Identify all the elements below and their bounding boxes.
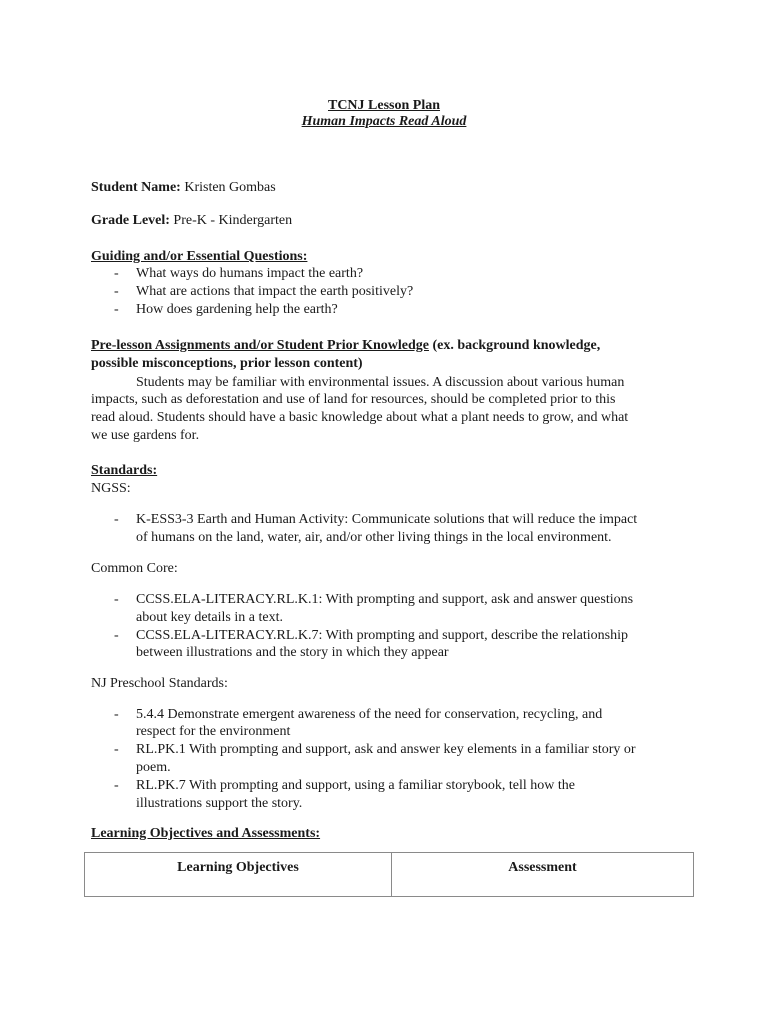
nj-standard-line: RL.PK.1 With prompting and support, ask and answer key elements in a familiar story or xyxy=(136,742,636,757)
common-core-label: Common Core: xyxy=(91,561,178,576)
list-bullet: - xyxy=(114,592,119,607)
ngss-label: NGSS: xyxy=(91,481,131,496)
list-bullet: - xyxy=(114,742,119,757)
nj-standard-line: RL.PK.7 With prompting and support, using a familiar storybook, tell how the xyxy=(136,778,575,793)
document-subtitle: Human Impacts Read Aloud xyxy=(301,114,467,129)
common-core-standard-line: between illustrations and the story in which they appear xyxy=(136,645,449,660)
prior-knowledge-text-line: Students may be familiar with environmental issues. A discussion about various human xyxy=(136,375,625,390)
nj-standard-line: respect for the environment xyxy=(136,724,291,739)
document-title: TCNJ Lesson Plan xyxy=(327,98,441,113)
list-bullet: - xyxy=(114,284,119,299)
common-core-standard-line: CCSS.ELA-LITERACY.RL.K.7: With prompting and support, describe the relationship xyxy=(136,628,628,643)
list-bullet: - xyxy=(114,707,119,722)
common-core-standard-line: CCSS.ELA-LITERACY.RL.K.1: With prompting and support, ask and answer questions xyxy=(136,592,634,607)
table-header-cell: Learning Objectives xyxy=(85,853,392,897)
list-bullet: - xyxy=(114,266,119,281)
table-header-cell: Assessment xyxy=(392,853,694,897)
learning-objectives-table xyxy=(84,852,694,897)
list-bullet: - xyxy=(114,302,119,317)
nj-standard-line: poem. xyxy=(136,760,171,775)
standards-heading: Standards: xyxy=(91,463,158,478)
guiding-question-item: What are actions that impact the earth positively? xyxy=(136,284,414,299)
student-name-row xyxy=(91,179,276,196)
prior-knowledge-text-line: read aloud. Students should have a basic knowledge about what a plant needs to grow, and what xyxy=(91,410,629,425)
list-bullet: - xyxy=(114,628,119,643)
prior-knowledge-heading xyxy=(91,337,600,354)
student-name-label: Student Name: xyxy=(91,180,181,195)
prior-knowledge-heading-rest: (ex. background knowledge, xyxy=(432,338,601,353)
nj-standards-label: NJ Preschool Standards: xyxy=(91,676,228,691)
nj-standard-line: 5.4.4 Demonstrate emergent awareness of the need for conservation, recycling, and xyxy=(136,707,603,722)
list-bullet: - xyxy=(114,778,119,793)
learning-objectives-heading: Learning Objectives and Assessments: xyxy=(91,826,321,841)
guiding-question-item: What ways do humans impact the earth? xyxy=(136,266,364,281)
prior-knowledge-heading-underlined: Pre-lesson Assignments and/or Student Prior Knowledge xyxy=(91,338,429,353)
nj-standard-line: illustrations support the story. xyxy=(136,796,303,811)
grade-level-row xyxy=(91,212,292,229)
guiding-questions-heading: Guiding and/or Essential Questions: xyxy=(91,249,308,264)
prior-knowledge-text-line: impacts, such as deforestation and use of land for resources, should be completed prior to this xyxy=(91,392,616,407)
student-name-value: Kristen Gombas xyxy=(184,180,276,195)
list-bullet: - xyxy=(114,512,119,527)
prior-knowledge-heading-line2: possible misconceptions, prior lesson content) xyxy=(91,356,363,371)
table-header-row xyxy=(85,853,694,897)
common-core-standard-line: about key details in a text. xyxy=(136,610,283,625)
grade-level-value: Pre-K - Kindergarten xyxy=(173,213,293,228)
ngss-standard-line: K-ESS3-3 Earth and Human Activity: Communicate solutions that will reduce the impact xyxy=(136,512,638,527)
prior-knowledge-text-line: we use gardens for. xyxy=(91,428,200,443)
grade-level-label: Grade Level: xyxy=(91,213,170,228)
ngss-standard-line: of humans on the land, water, air, and/or other living things in the local environment. xyxy=(136,530,612,545)
guiding-question-item: How does gardening help the earth? xyxy=(136,302,338,317)
